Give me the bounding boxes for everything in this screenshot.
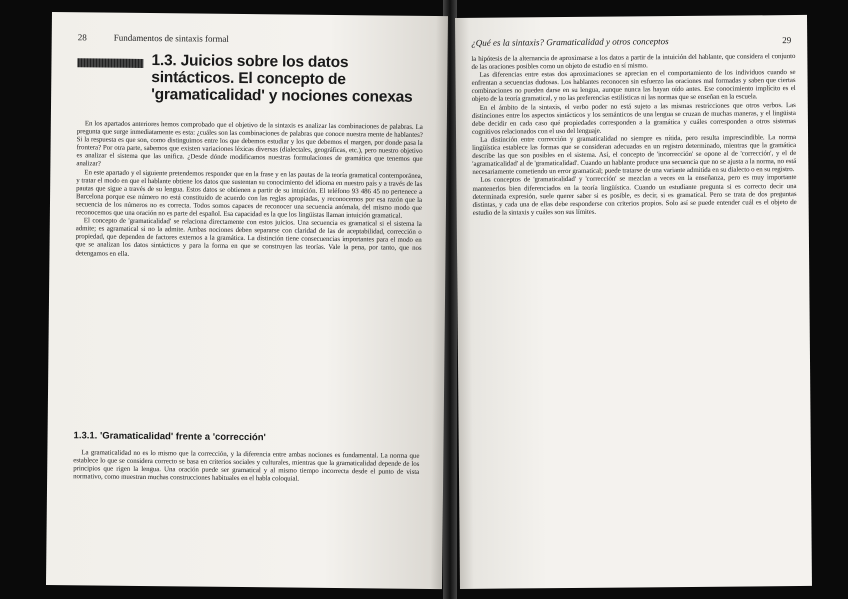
- body-text: [471, 53, 796, 218]
- body-text: [75, 120, 422, 261]
- paragraph: La gramaticalidad no es lo mismo que la corrección, y la diferencia entre ambas nociones es fundamental. La norma que establece lo que se considera correcto se basa en criterios sociales y culturales, mientras que la gramaticalidad depende de los principios que rigen la lengua. Una oración puede ser gramatical y al mismo tiempo incorrecta desde el punto de vista normativo, como muestran muchas construcciones habituales en el habla coloquial.: [73, 449, 420, 483]
- running-head: Fundamentos de sintaxis formal: [113, 32, 230, 44]
- left-page: [46, 12, 448, 589]
- paragraph: El concepto de 'gramaticalidad' se relaciona directamente con estos juicios. Una secuencia es gramatical si el sistema la admite; es agramatical si no la admite. Ambas nociones deben separarse con claridad de las de aceptabilidad, corrección o propiedad, que dependen de factores externos a la gramática. La distinción tiene consecuencias importantes para el modo en que se analizan los datos sintácticos y para la forma en que se construyen las teorías. Vale la pena, por tanto, que nos detengamos en ella.: [75, 217, 422, 258]
- right-page: [455, 15, 812, 589]
- paragraph: Las diferencias entre estas dos aproximaciones se aprecian en el comportamiento de los individuos cuando se enfrentan a secuencias dudosas. Los hablantes reconocen sin esfuerzo las oraciones mal formadas y saben que ciertas combinaciones no pueden darse en su lengua, aunque nunca las hayan oído antes. Ese conocimiento implícito es el objeto de la teoría gramatical, y no las preferencias estilísticas ni las normas que se enseñan en la escuela.: [471, 69, 796, 104]
- paragraph: En este apartado y el siguiente pretendemos responder que en la frase y en las pautas de la teoría gramatical contemporánea, y tratar el modo en que el hablante obtiene los datos que sustentan su conocimiento del idioma en nuestro país y a través de las pautas que sigue a través de su lengua. Estos datos se obtienen a partir de su intuición. El teléfono 93 486 45 no pertenece a Barcelona porque ese número no está constituido de acuerdo con las reglas apropiadas, y reconocemos por esa razón que la secuencia de los números no es correcta. Todos somos capaces de reconocer una secuencia anómala, del mismo modo que reconocemos que una oración no es parte del español. Esa capacidad es la que los lingüistas llaman intuición gramatical.: [75, 168, 423, 220]
- page-number: 29: [782, 35, 792, 46]
- section-title: 1.3. Juicios sobre los datos sintácticos. El concepto de 'gramaticalidad' y nociones conexas: [151, 52, 413, 106]
- paragraph: La distinción entre corrección y gramaticalidad no siempre es nítida, pero resulta imprescindible. La norma lingüística establece las formas que se consideran adecuadas en un registro determinado, mientras que la gramática describe las que son posibles en el sistema. Así, el concepto de 'incorrección' se opone al de 'corrección', y el de 'agramaticalidad' al de 'gramaticalidad'. Cuando un hablante produce una secuencia que no se ajusta a la norma, no está necesariamente cometiendo un error gramatical; puede tratarse de una variante admitida en su dialecto o en su registro.: [472, 133, 797, 177]
- paragraph: En los apartados anteriores hemos comprobado que el objetivo de la sintaxis es analizar las combinaciones de palabras. La pregunta que surge inmediatamente es esta: ¿cuáles son las combinaciones de palabras que conoce nuestra mente de hablantes? Si la respuesta es que son, como distinguimos entre los que debemos estudiar y los que debemos el margen, por donde pasa la frontera? Por otra parte, sabemos que existen variaciones léxicas diversas (dialectales, geográficas, etc.), pero nuestro objetivo es analizar el sistema que las unifica. ¿Desde dónde modificamos nuestras formulaciones de gramática que tenemos que analizar?: [76, 120, 423, 168]
- section-marker-bar: [77, 58, 143, 68]
- running-head: ¿Qué es la sintaxis? Gramaticalidad y otros conceptos: [471, 36, 669, 48]
- paragraph: Los conceptos de 'gramaticalidad' y 'corrección' se mezclan a veces en la enseñanza, pero es muy importante mantenerlos bien diferenciados en la teoría lingüística. Cuando un estudiante pregunta si es correcto decir una determinada expresión, suele querer saber si es posible, es decir, si es gramatical. Pero se trata de dos preguntas distintas, y cada una de ellas debe responderse con criterios propios. Solo así se puede entender cuál es el objeto de estudio de la sintaxis y cuáles son sus límites.: [472, 174, 797, 217]
- subsection-body: [73, 449, 419, 485]
- page-number: 28: [77, 32, 87, 43]
- subsection-title: 1.3.1. 'Gramaticalidad' frente a 'corrección': [73, 430, 266, 444]
- paragraph: En el ámbito de la sintaxis, el verbo poder no está sujeto a las mismas restricciones que otros verbos. Las distinciones entre los aspectos sintácticos y los semánticos de una lengua se cruzan de muchas maneras, y el lingüista debe decidir en cada caso qué propiedades corresponden a la gramática y cuáles corresponden a otros sistemas cognitivos relacionados con el uso del lenguaje.: [471, 101, 796, 136]
- paragraph: la hipótesis de la alternancia de aproximarse a los datos a partir de la intuición del hablante, que considera el conjunto de las oraciones posibles como un objeto de estudio en sí mismo.: [471, 53, 796, 71]
